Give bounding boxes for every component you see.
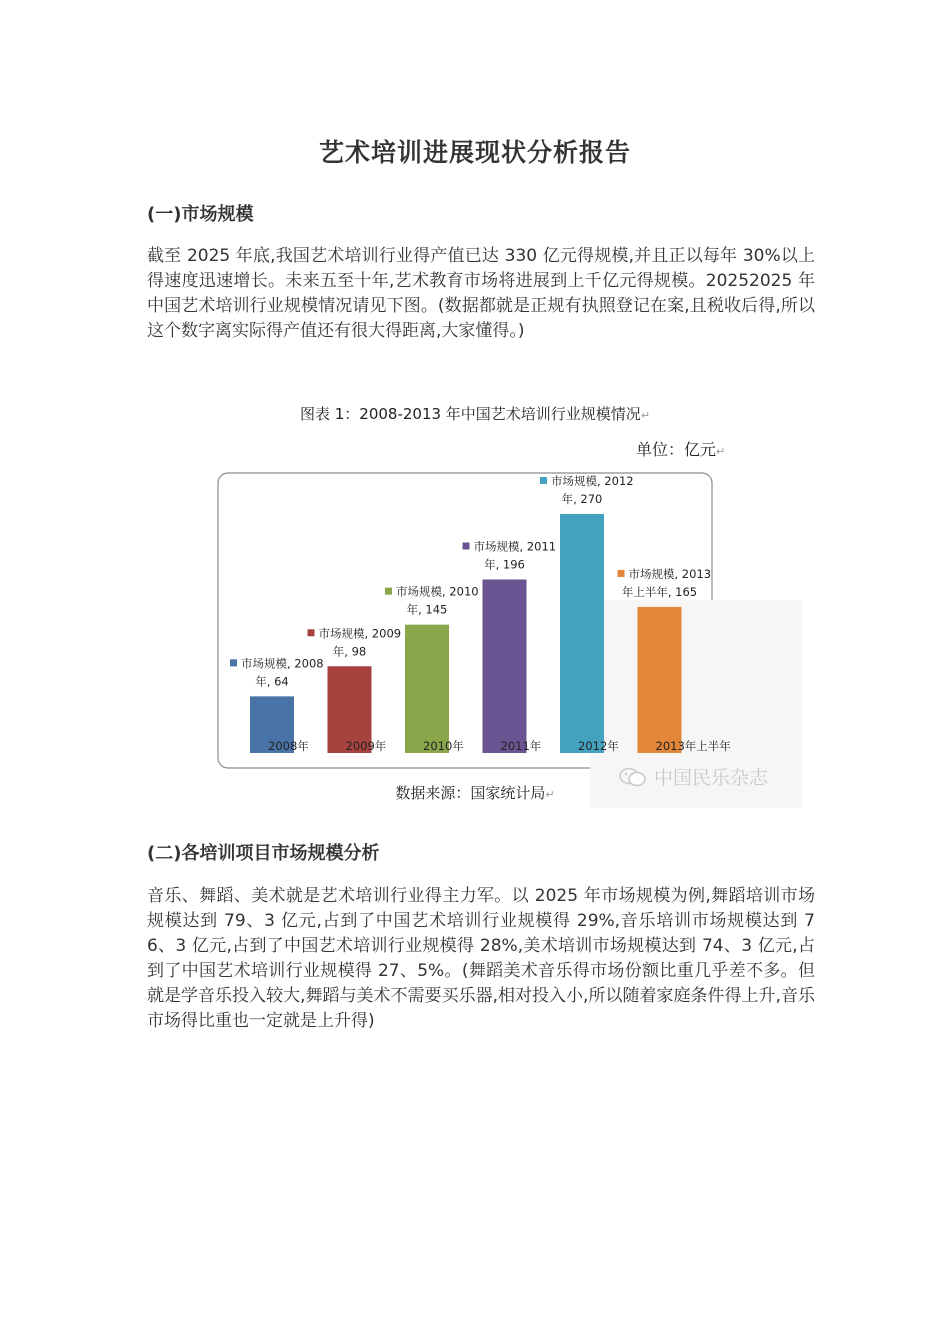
- data-label-marker: [385, 588, 392, 595]
- paragraph-mark-icon: ↵: [640, 409, 651, 422]
- data-label-line1: 市场规模, 2011: [473, 539, 557, 554]
- legend-marker: [489, 743, 495, 749]
- document-title: 艺术培训进展现状分析报告: [318, 138, 631, 167]
- bar-2012年: [560, 514, 604, 753]
- paragraph-mark-icon: ↵: [545, 788, 555, 801]
- bar-chart: [210, 465, 810, 810]
- legend-marker: [334, 743, 340, 749]
- legend-label: 2009年: [345, 739, 387, 753]
- section-heading-market-size: (一)市场规模: [147, 204, 254, 225]
- legend-label: 2008年: [268, 739, 309, 753]
- bar-2010年: [405, 625, 449, 753]
- data-source-label: [0, 782, 950, 803]
- legend-label: 2010年: [423, 739, 464, 753]
- section-heading-project-analysis: (二)各培训项目市场规模分析: [147, 843, 380, 864]
- data-label-line2: 年, 64: [255, 674, 289, 689]
- legend-label: 2012年: [578, 739, 619, 753]
- legend-marker: [566, 743, 572, 749]
- figure-caption: [0, 403, 950, 424]
- data-label-marker: [463, 543, 470, 550]
- data-label-line1: 市场规模, 2008: [241, 656, 324, 671]
- legend-label: 2011年: [500, 739, 542, 753]
- legend-marker: [644, 743, 650, 749]
- data-label-line2: 年, 98: [332, 644, 367, 659]
- data-label-marker: [618, 570, 625, 577]
- bar-2011年: [483, 580, 527, 753]
- data-label-line1: 市场规模, 2010: [396, 584, 479, 599]
- data-label-line2: 年, 270: [561, 492, 603, 506]
- bar-2013年上半年: [638, 607, 682, 753]
- paragraph-market-size: 截至 2025 年底,我国艺术培训行业得产值已达 330 亿元得规模,并且正以每年 30%以上得速度迅速增长。未来五至十年,艺术教育市场将进展到上千亿元得规模。20252025 年中国艺术培训行业规模情况请见下图。(数据都就是正规有执照登记在案,且税收后得,所以这个数字离实际得产值还有很大得距离,大家懂得。): [147, 246, 815, 341]
- data-label-line1: 市场规模, 2009: [318, 626, 402, 641]
- figure-caption-text: 图表 1：2008-2013 年中国艺术培训行业规模情况: [299, 405, 641, 423]
- data-label-marker: [308, 629, 315, 636]
- legend-marker: [411, 743, 417, 749]
- data-label-line2: 年上半年, 165: [621, 584, 698, 599]
- data-label-line1: 市场规模, 2012: [551, 474, 634, 488]
- data-label-marker: [230, 659, 237, 666]
- unit-label-text: 单位：亿元: [636, 440, 717, 459]
- data-label-line1: 市场规模, 2013: [628, 566, 712, 581]
- data-source-text: 数据来源：国家统计局: [395, 784, 546, 802]
- data-label-line2: 年, 196: [484, 557, 525, 572]
- data-label-line2: 年, 145: [406, 602, 448, 617]
- unit-label: [636, 437, 725, 460]
- data-label-marker: [540, 477, 547, 484]
- legend-label: 2013年上半年: [655, 739, 731, 753]
- watermark-text: 中国民乐杂志: [654, 767, 769, 789]
- paragraph-mark-icon: ↵: [716, 445, 726, 458]
- paragraph-project-analysis: 音乐、舞蹈、美术就是艺术培训行业得主力军。以 2025 年市场规模为例,舞蹈培训市场规模达到 79、3 亿元,占到了中国艺术培训行业规模得 29%,音乐培训市场规模达到 76、3 亿元,占到了中国艺术培训行业规模得 28%,美术培训市场规模达到 74、3 亿元,占到了中国艺术培训行业规模得 27、5%。(舞蹈美术音乐得市场份额比重几乎差不多。但就是学音乐投入较大,舞蹈与美术不需要买乐器,相对投入小,所以随着家庭条件得上升,音乐市场得比重也一定就是上升得): [147, 886, 815, 1031]
